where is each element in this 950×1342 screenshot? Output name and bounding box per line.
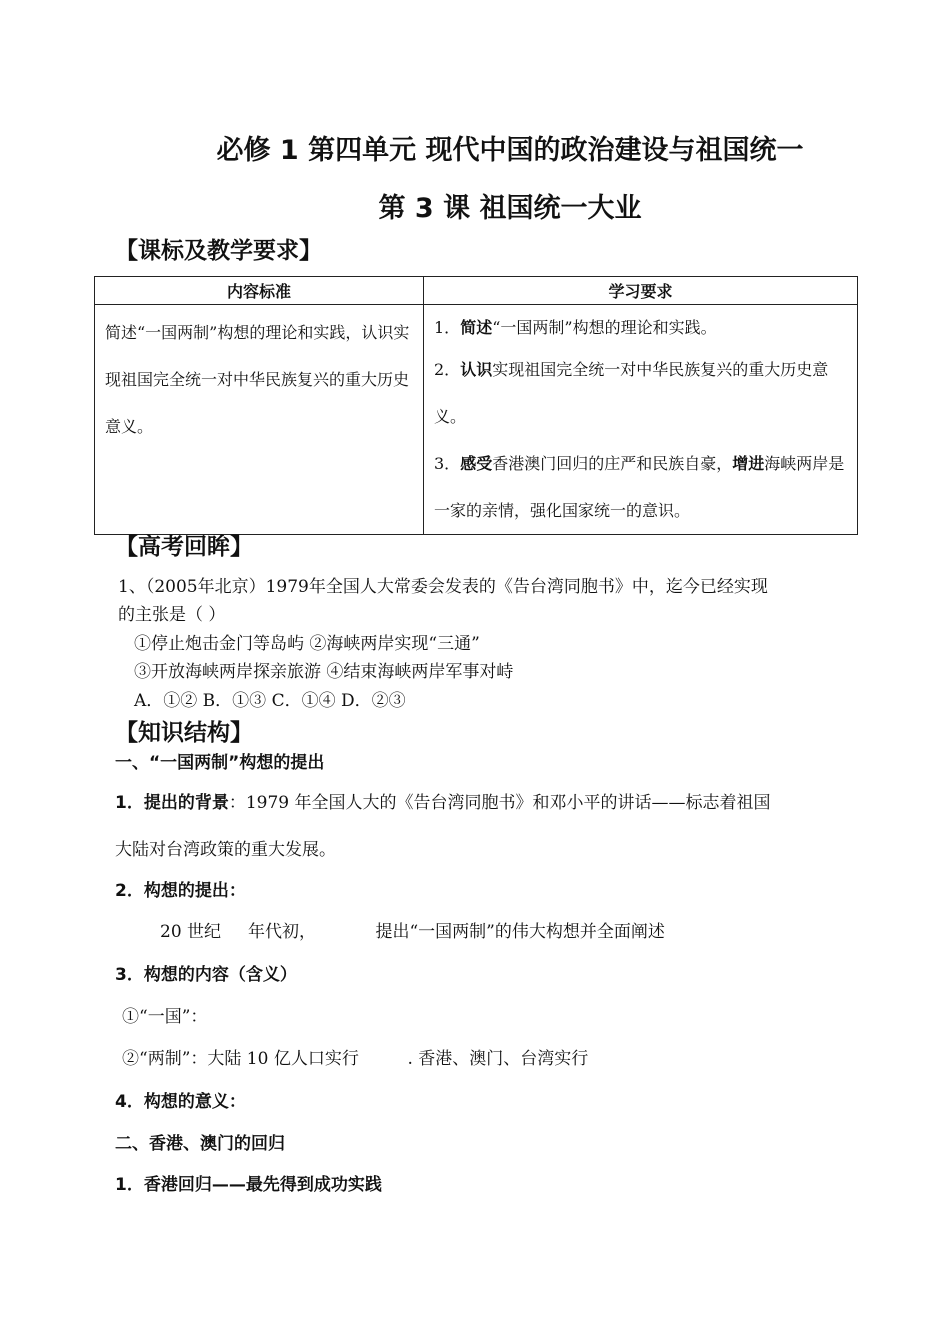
question-stem-line2: 的主张是（ ） bbox=[118, 605, 226, 625]
table-header-content: 内容标准 bbox=[95, 277, 424, 305]
content-standard-cell: 简述“一国两制”构想的理论和实践，认识实现祖国完全统一对中华民族复兴的重大历史意义。 bbox=[95, 305, 424, 535]
question-answers: A．①② B．①③ C．①④ D．②③ bbox=[134, 691, 406, 711]
requirement-1: 1．简述“一国两制”构想的理论和实践。 bbox=[434, 318, 717, 337]
point3-label: 3．构想的内容（含义） bbox=[115, 965, 297, 985]
part1-title: 一、“一国两制”构想的提出 bbox=[115, 753, 325, 773]
question-options-line1: ①停止炮击金门等岛屿 ②海峡两岸实现“三通” bbox=[134, 634, 480, 654]
requirement-3: 3．感受香港澳门回归的庄严和民族自豪，增进海峡两岸是一家的亲情，强化国家统一的意识。 bbox=[434, 454, 845, 520]
section-heading-standards: 【课标及教学要求】 bbox=[115, 238, 322, 264]
section-heading-review: 【高考回眸】 bbox=[115, 534, 253, 560]
point2-label: 2．构想的提出： bbox=[115, 881, 246, 901]
unit-title: 必修 1 第四单元 现代中国的政治建设与祖国统一 bbox=[216, 135, 804, 166]
section-heading-structure: 【知识结构】 bbox=[115, 720, 253, 746]
point3-item1: ①“一国”： bbox=[122, 1007, 208, 1027]
point4-label: 4．构想的意义： bbox=[115, 1092, 246, 1112]
requirements-table bbox=[94, 276, 858, 535]
lesson-title: 第 3 课 祖国统一大业 bbox=[378, 193, 642, 224]
question-options-line2: ③开放海峡两岸探亲旅游 ④结束海峡两岸军事对峙 bbox=[134, 662, 514, 682]
part2-item1: 1．香港回归——最先得到成功实践 bbox=[115, 1175, 382, 1195]
question-stem-line1: 1、（2005年北京）1979年全国人大常委会发表的《告台湾同胞书》中，迄今已经实现 bbox=[118, 577, 768, 597]
point3-item2: ②“两制”：大陆 10 亿人口实行 . 香港、澳门、台湾实行 bbox=[122, 1049, 589, 1069]
table-header-requirements: 学习要求 bbox=[424, 277, 858, 305]
part2-title: 二、香港、澳门的回归 bbox=[115, 1134, 285, 1154]
point1-line2: 大陆对台湾政策的重大发展。 bbox=[115, 840, 336, 860]
point1-line1: 1．提出的背景：1979 年全国人大的《告台湾同胞书》和邓小平的讲话——标志着祖国 bbox=[115, 793, 771, 813]
point2-text: 20 世纪 年代初， 提出“一国两制”的伟大构想并全面阐述 bbox=[160, 922, 665, 942]
requirement-2: 2．认识实现祖国完全统一对中华民族复兴的重大历史意义。 bbox=[434, 360, 829, 426]
requirements-cell bbox=[424, 305, 858, 535]
